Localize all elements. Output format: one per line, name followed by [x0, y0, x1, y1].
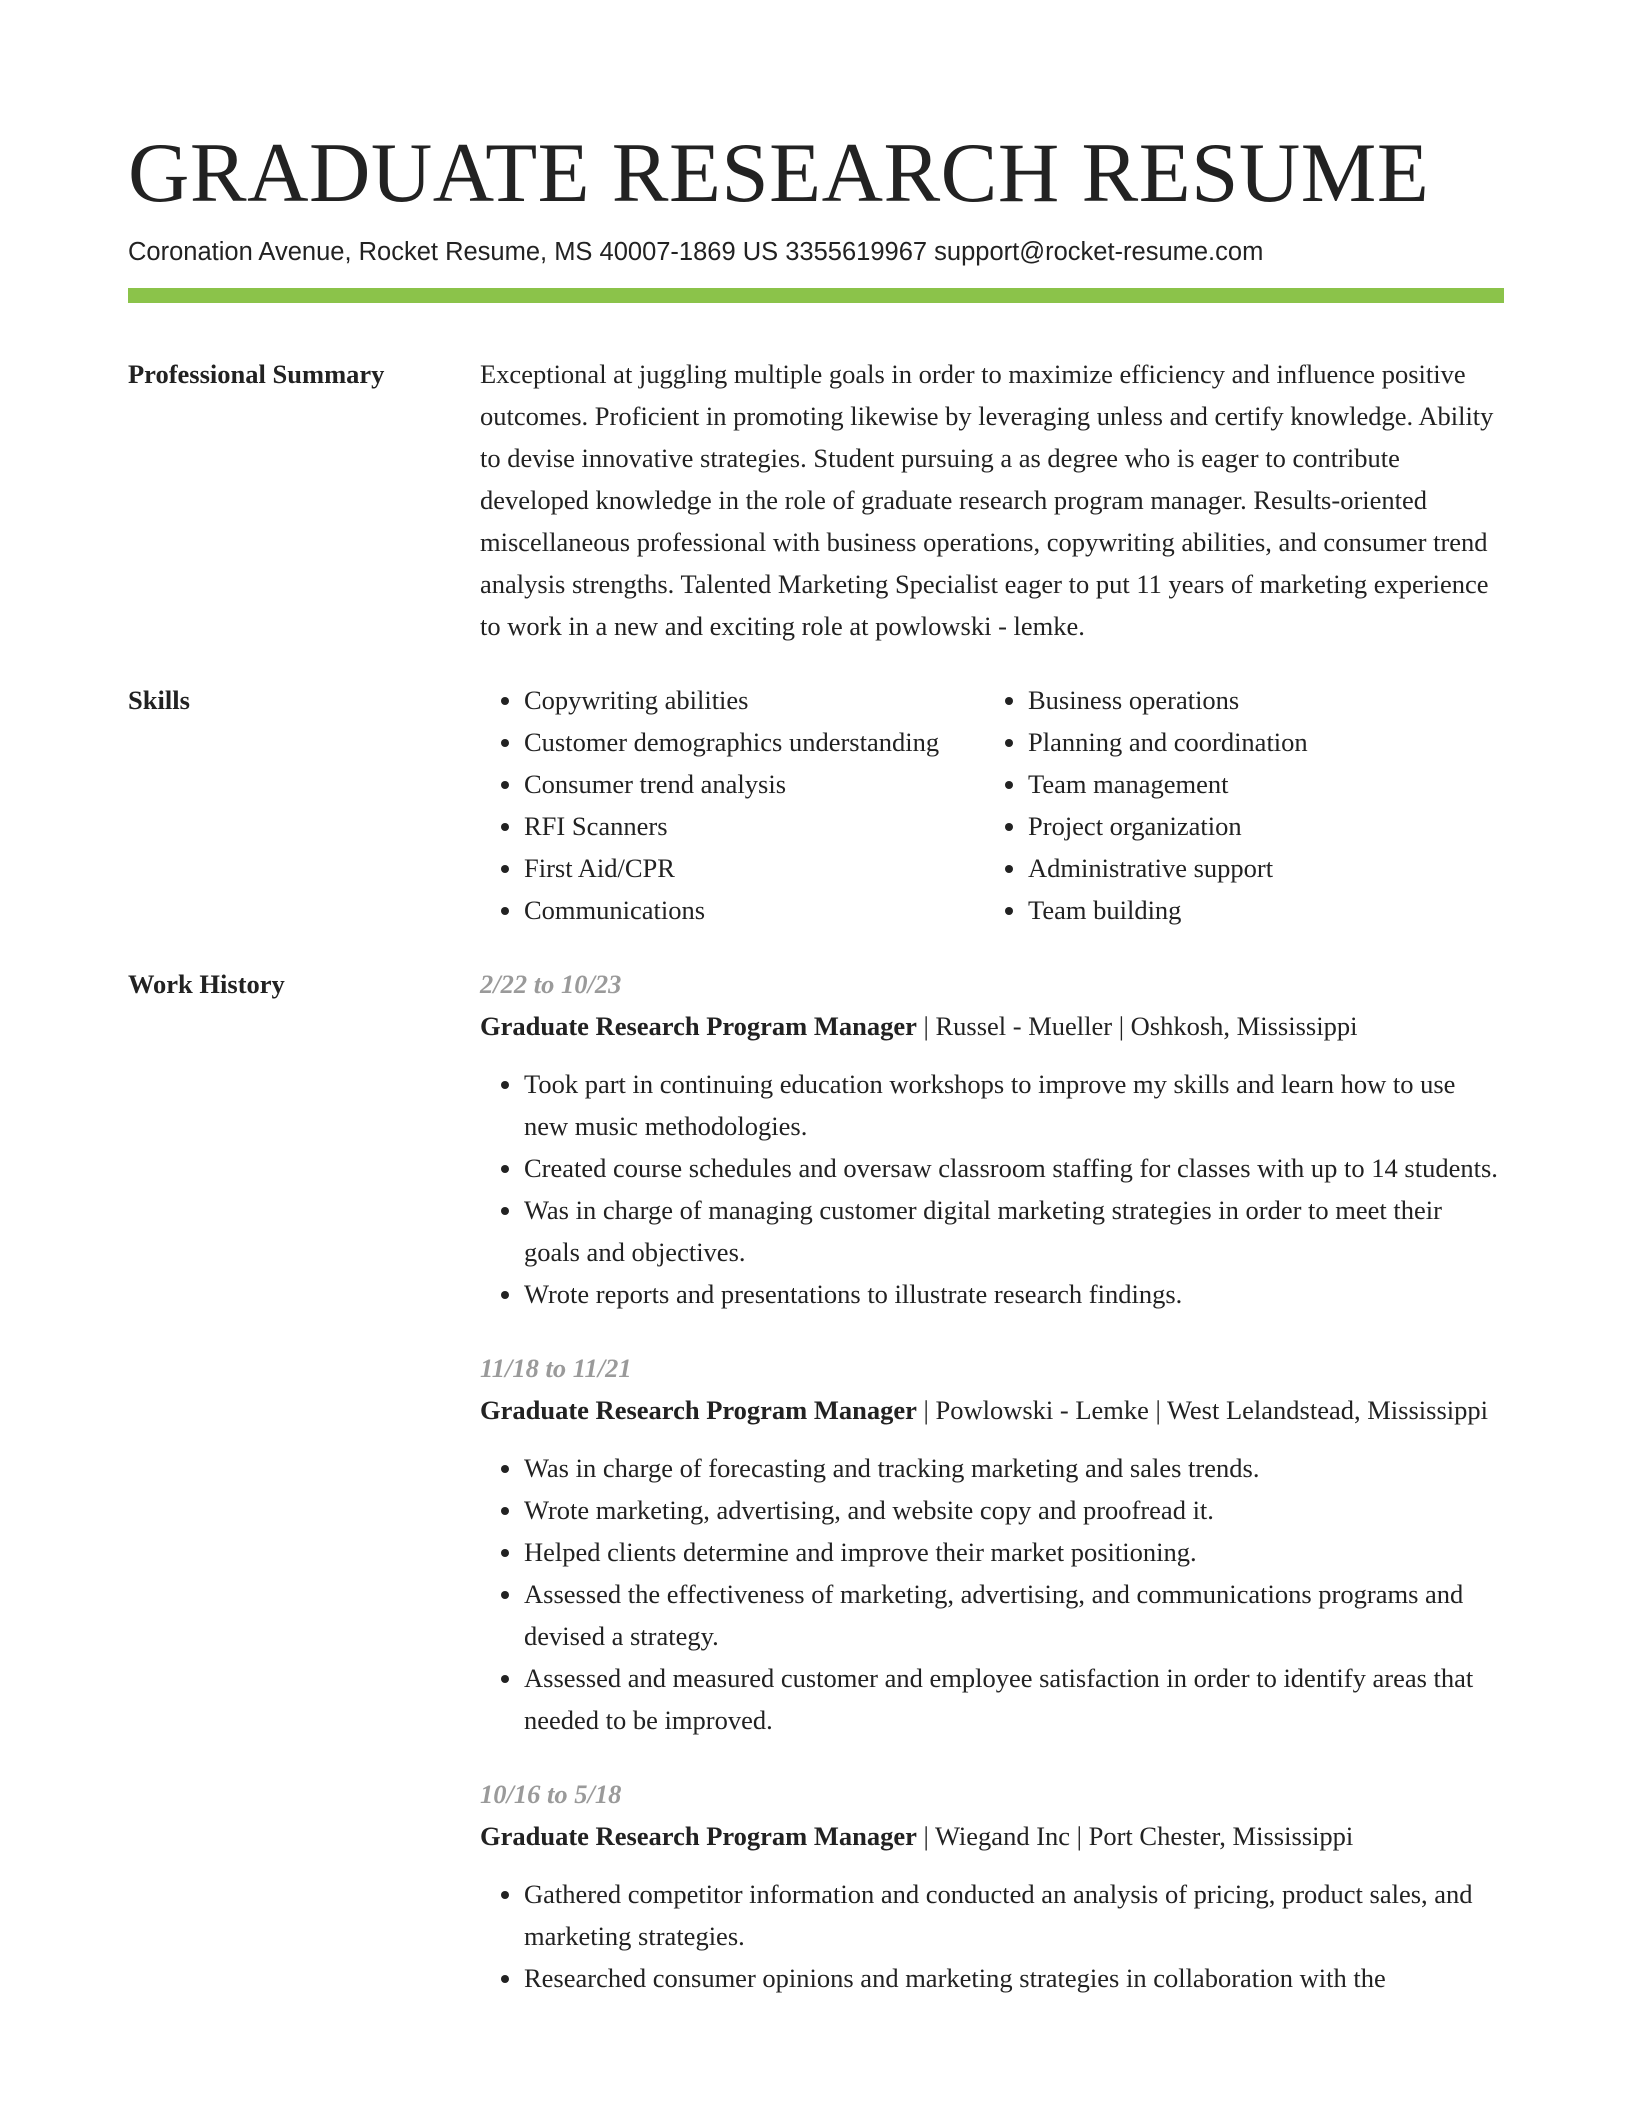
skill-item: • Team management: [1028, 763, 1308, 805]
accent-divider: [128, 288, 1504, 303]
skills-column-1: [480, 679, 984, 931]
skill-item: • RFI Scanners: [524, 805, 984, 847]
job-bullet: • Took part in continuing education workshops to improve my skills and learn how to use new music methodologies.: [524, 1063, 1504, 1147]
section-title-work-history: Work History: [128, 969, 285, 999]
job-heading: [480, 1815, 1504, 1857]
job-company-location: | Wiegand Inc | Port Chester, Mississippi: [916, 1821, 1354, 1851]
job-bullet-list: [480, 1447, 1504, 1741]
skills-grid: [480, 679, 1504, 931]
professional-summary-section: [128, 353, 1504, 647]
resume-title: GRADUATE RESEARCH RESUME: [128, 126, 1430, 220]
job-title: Graduate Research Program Manager: [480, 1821, 917, 1851]
job-bullet: • Wrote marketing, advertising, and website copy and proofread it.: [524, 1489, 1504, 1531]
job-title: Graduate Research Program Manager: [480, 1395, 917, 1425]
job-bullet: • Was in charge of forecasting and tracking marketing and sales trends.: [524, 1447, 1504, 1489]
job-bullet: • Assessed and measured customer and employee satisfaction in order to identify areas that needed to be improved.: [524, 1657, 1504, 1741]
job-company-location: | Powlowski - Lemke | West Lelandstead, Mississippi: [916, 1395, 1488, 1425]
job-bullet-list: [480, 1063, 1504, 1315]
skill-item: • Planning and coordination: [1028, 721, 1308, 763]
job-entry: [480, 1773, 1504, 1999]
skill-item: • Business operations: [1028, 679, 1308, 721]
job-bullet: • Assessed the effectiveness of marketing, advertising, and communications programs and devised a strategy.: [524, 1573, 1504, 1657]
resume-page: [128, 0, 1504, 2031]
section-title-skills: Skills: [128, 685, 190, 715]
skill-item: • Consumer trend analysis: [524, 763, 984, 805]
job-bullet: • Researched consumer opinions and marketing strategies in collaboration with the: [524, 1957, 1504, 1999]
job-title: Graduate Research Program Manager: [480, 1011, 917, 1041]
job-heading: [480, 1005, 1504, 1047]
skill-item: • Team building: [1028, 889, 1308, 931]
skills-section: [128, 679, 1504, 931]
job-dates: 2/22 to 10/23: [480, 969, 622, 999]
summary-text: Exceptional at juggling multiple goals in order to maximize efficiency and influence positive outcomes. Proficient in promoting likewise by leveraging unless and certify knowledge. Ability to devise innovative strategies. Student pursuing a as degree who is eager to contribute developed knowledge in the role of graduate research program manager. Results-oriented miscellaneous professional with business operations, copywriting abilities, and consumer trend analysis strengths. Talented Marketing Specialist eager to put 11 years of marketing experience to work in a new and exciting role at powlowski - lemke.: [480, 359, 1494, 641]
job-bullet-list: [480, 1873, 1504, 1999]
job-company-location: | Russel - Mueller | Oshkosh, Mississippi: [916, 1011, 1358, 1041]
skill-item: • Copywriting abilities: [524, 679, 984, 721]
skills-column-2: [984, 679, 1308, 931]
job-bullet: • Created course schedules and oversaw classroom staffing for classes with up to 14 students.: [524, 1147, 1504, 1189]
skill-item: • Project organization: [1028, 805, 1308, 847]
work-history-section: [128, 963, 1504, 2031]
job-entry: [480, 963, 1504, 1315]
skill-item: • First Aid/CPR: [524, 847, 984, 889]
job-bullet: • Wrote reports and presentations to illustrate research findings.: [524, 1273, 1504, 1315]
job-bullet: • Was in charge of managing customer digital marketing strategies in order to meet their goals and objectives.: [524, 1189, 1504, 1273]
contact-line: Coronation Avenue, Rocket Resume, MS 40007-1869 US 3355619967 support@rocket-resume.com: [128, 238, 1264, 266]
work-history-list: [480, 963, 1504, 2031]
job-bullet: • Gathered competitor information and conducted an analysis of pricing, product sales, and marketing strategies.: [524, 1873, 1504, 1957]
job-dates: 10/16 to 5/18: [480, 1779, 622, 1809]
skill-item: • Customer demographics understanding: [524, 721, 984, 763]
skill-item: • Communications: [524, 889, 984, 931]
job-bullet: • Helped clients determine and improve their market positioning.: [524, 1531, 1504, 1573]
skill-item: • Administrative support: [1028, 847, 1308, 889]
job-entry: [480, 1347, 1504, 1741]
job-heading: [480, 1389, 1504, 1431]
summary-body: [480, 353, 1504, 647]
section-title-professional-summary: Professional Summary: [128, 359, 385, 389]
job-dates: 11/18 to 11/21: [480, 1353, 632, 1383]
